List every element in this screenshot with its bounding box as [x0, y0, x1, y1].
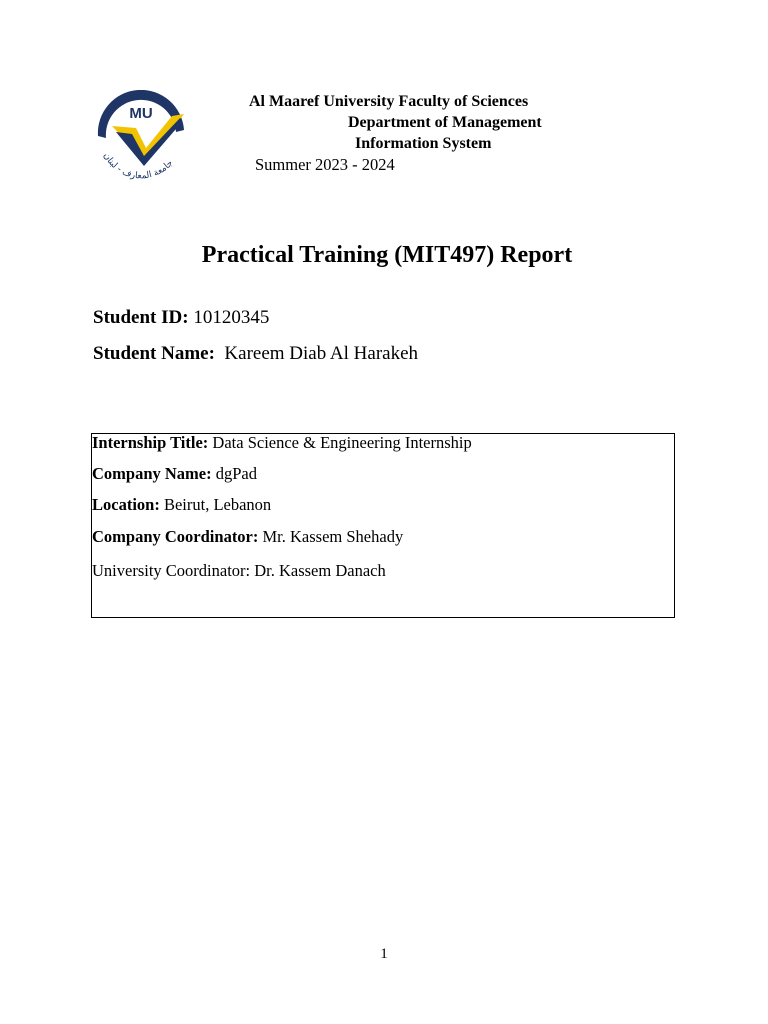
- location-value: Beirut, Lebanon: [163, 495, 272, 514]
- company-coordinator-line: [92, 527, 403, 547]
- page-number: 1: [380, 946, 388, 962]
- logo-mu-text: MU: [129, 105, 153, 122]
- student-name-line: [93, 342, 418, 366]
- student-id-label: Student ID:: [93, 307, 189, 328]
- header-term: Summer 2023 - 2024: [255, 155, 395, 174]
- internship-title-value: Data Science & Engineering Internship: [212, 433, 472, 452]
- company-coordinator-value: Mr. Kassem Shehady: [262, 527, 404, 546]
- header-department: Department of Management: [348, 114, 542, 131]
- report-title: Practical Training (MIT497) Report: [201, 242, 573, 268]
- internship-title-label: Internship Title:: [92, 433, 209, 452]
- company-name-label: Company Name:: [92, 464, 212, 483]
- header-faculty: Al Maaref University Faculty of Sciences: [249, 93, 529, 110]
- company-name-line: [92, 464, 257, 484]
- student-id-line: [93, 306, 269, 330]
- internship-info-box: [91, 433, 675, 618]
- university-logo: [92, 90, 190, 186]
- location-label: Location:: [92, 495, 160, 514]
- university-coordinator-line: University Coordinator: Dr. Kassem Danach: [92, 561, 386, 580]
- company-name-value: dgPad: [215, 464, 257, 483]
- location-line: [92, 495, 271, 515]
- company-coordinator-label: Company Coordinator:: [92, 527, 259, 546]
- internship-title-line: [92, 433, 472, 453]
- student-name-label: Student Name:: [93, 343, 215, 364]
- header-program: Information System: [355, 135, 492, 152]
- student-id-value: 10120345: [193, 307, 270, 328]
- student-name-value: Kareem Diab Al Harakeh: [224, 343, 419, 364]
- logo-arabic-text-span: جامعة المعارف - لبنان: [100, 151, 176, 182]
